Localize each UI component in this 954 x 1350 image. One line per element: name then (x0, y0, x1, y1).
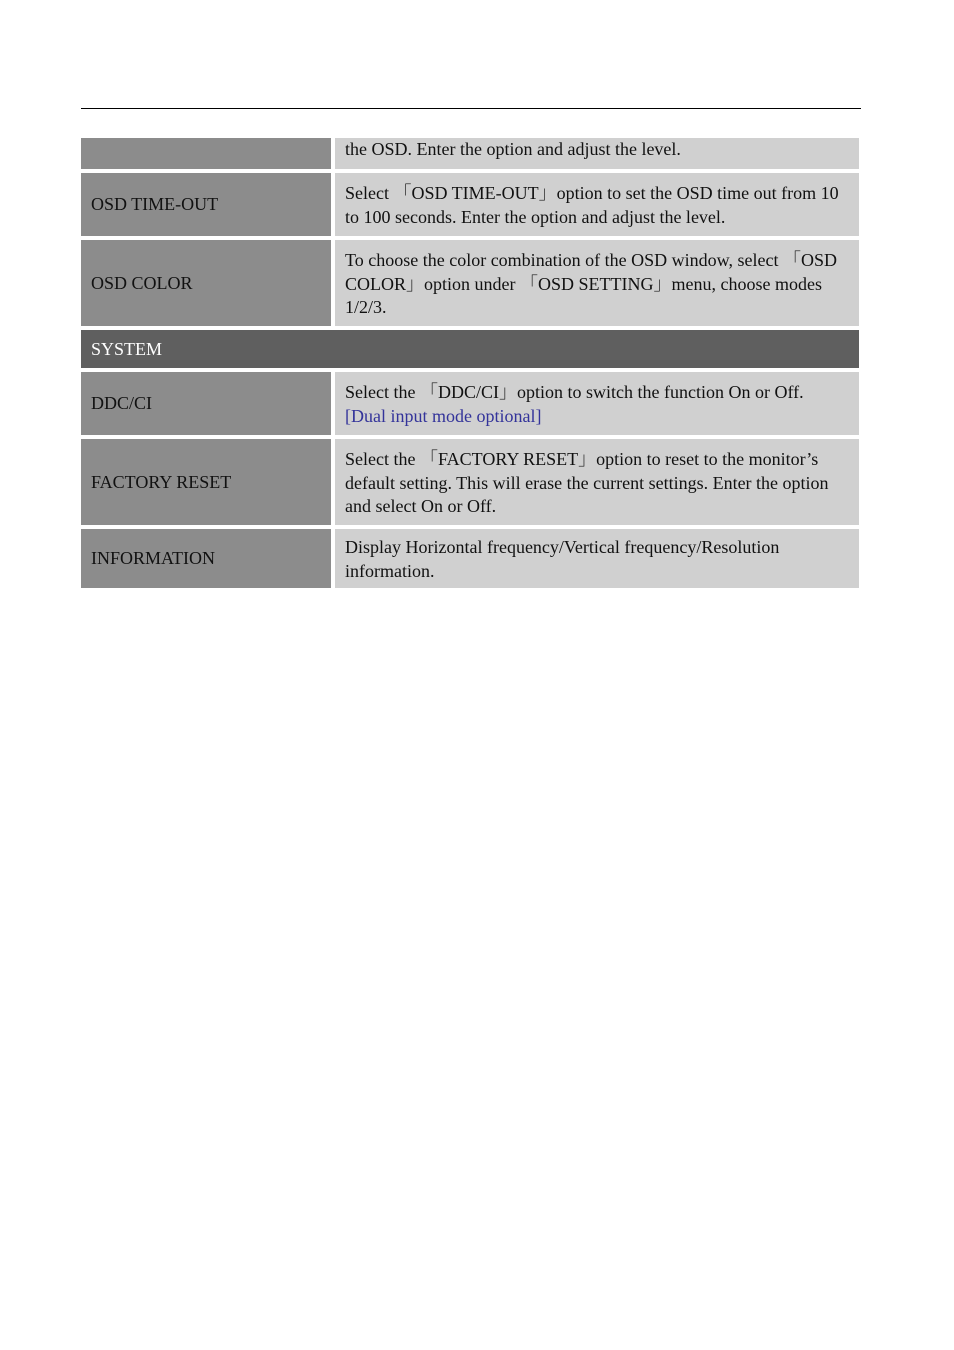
table-row (81, 173, 859, 236)
table-row (81, 138, 859, 169)
section-header-system: SYSTEM (81, 330, 859, 368)
ddc-ci-description-text: Select the 「DDC/CI」option to switch the function On or Off. (345, 382, 804, 402)
table-row (81, 529, 859, 588)
row-description-information: Display Horizontal frequency/Vertical frequency/Resolution information. (335, 529, 859, 588)
row-label-ddc-ci: DDC/CI (81, 372, 331, 435)
row-label-osd-time-out: OSD TIME-OUT (81, 173, 331, 236)
row-label-factory-reset: FACTORY RESET (81, 439, 331, 525)
row-description-ddc-ci (335, 372, 859, 435)
row-label-osd-color: OSD COLOR (81, 240, 331, 326)
row-label (81, 138, 331, 169)
table-row (81, 240, 859, 326)
table-row (81, 439, 859, 525)
table-row (81, 372, 859, 435)
row-description-osd-color: To choose the color combination of the OSD window, select 「OSD COLOR」option under 「OSD SETTING」menu, choose modes 1/2/3. (335, 240, 859, 326)
settings-table (81, 138, 859, 592)
header-rule (81, 108, 861, 109)
row-label-information: INFORMATION (81, 529, 331, 588)
row-description-osd-time-out: Select 「OSD TIME-OUT」option to set the OSD time out from 10 to 100 seconds. Enter the option and adjust the level. (335, 173, 859, 236)
row-description-factory-reset: Select the 「FACTORY RESET」option to reset to the monitor’s default setting. This will erase the current settings. Enter the option and select On or Off. (335, 439, 859, 525)
dual-input-note: [Dual input mode optional] (345, 405, 542, 426)
row-description: the OSD. Enter the option and adjust the level. (335, 138, 859, 169)
